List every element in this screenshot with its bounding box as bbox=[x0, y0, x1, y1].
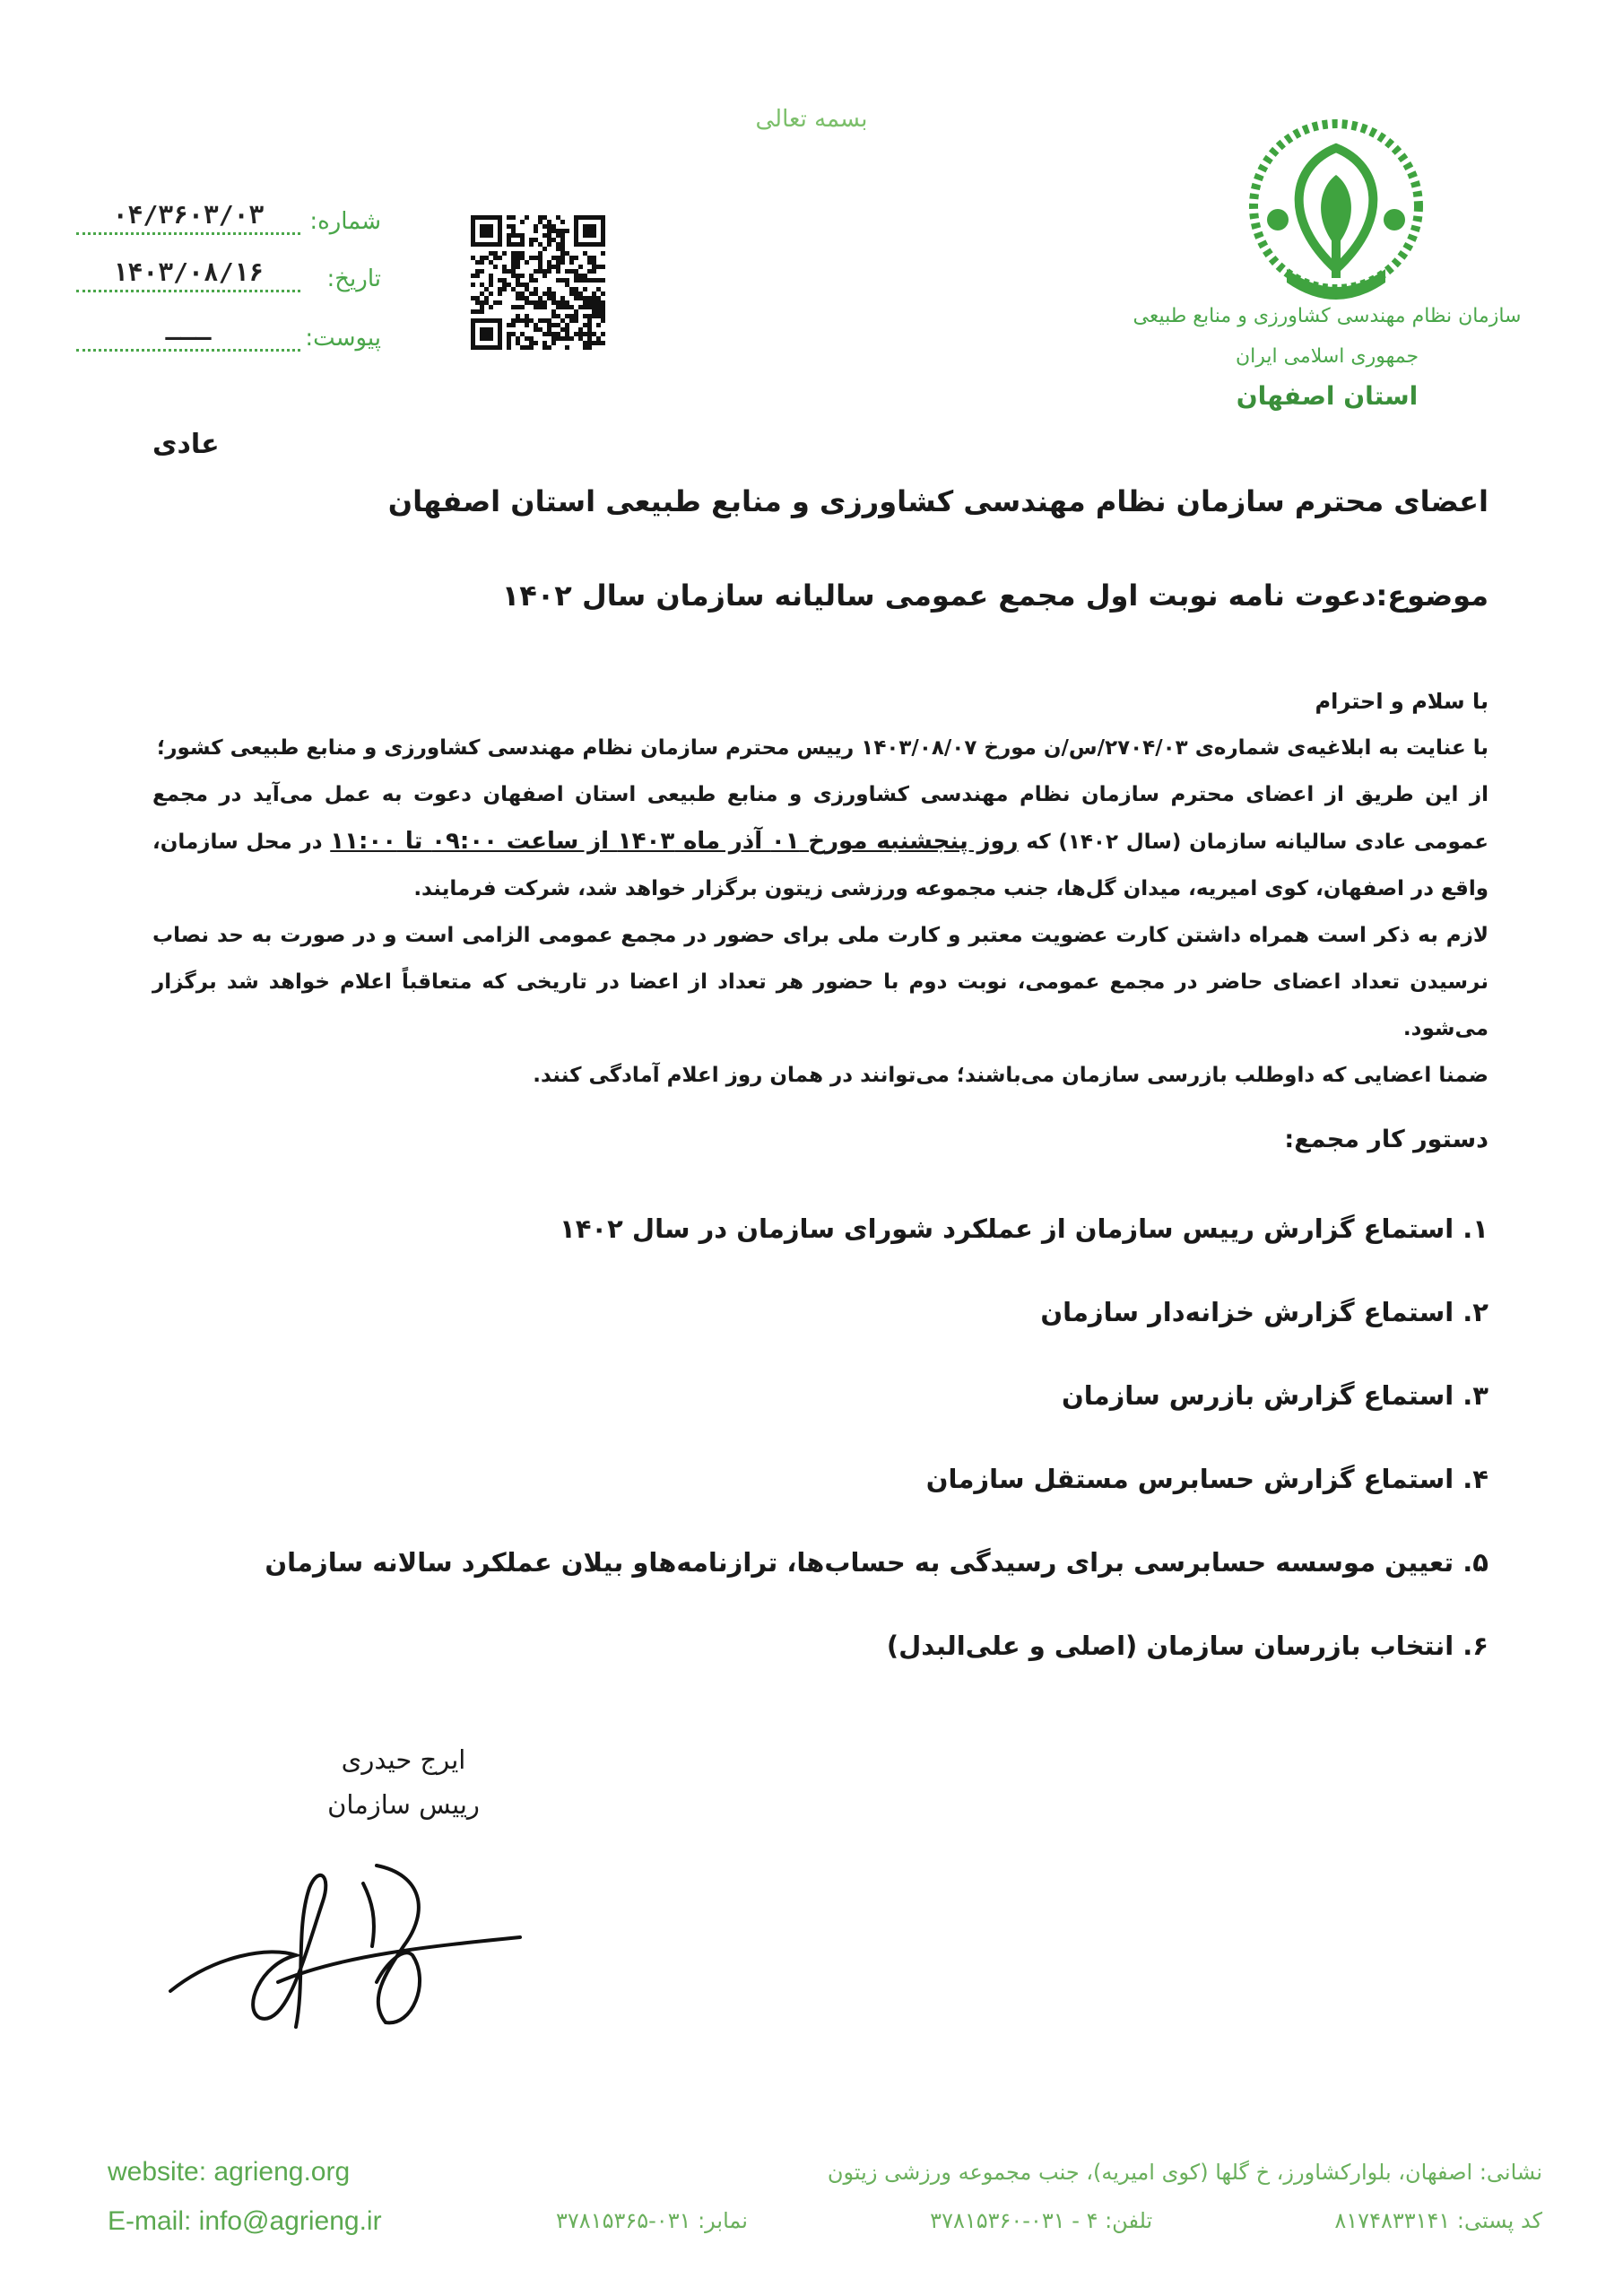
signer-title: رییس سازمان bbox=[327, 1789, 480, 1820]
agenda-item: ۲. استماع گزارش خزانه‌دار سازمان bbox=[1040, 1297, 1488, 1327]
organization-logo bbox=[1224, 112, 1448, 318]
org-name-line2: جمهوری اسلامی ایران bbox=[1235, 345, 1419, 368]
footer-postal-code: کد پستی: ۸۱۷۴۸۳۳۱۴۱ bbox=[1334, 2208, 1542, 2233]
agenda-item: ۳. استماع گزارش بازرس سازمان bbox=[1062, 1380, 1488, 1411]
letter-attachment-row bbox=[76, 312, 381, 352]
paragraph-2-start: از این طریق از اعضای محترم سازمان نظام مهندسی کشاورزی و منابع طبیعی استان اصفهان دعوت به عمل می‌آید در مجمع عمومی عادی سالیانه سازمان (سال ۱۴۰۲) که bbox=[152, 783, 1488, 854]
agenda-item: ۵. تعیین موسسه حسابرسی برای رسیدگی به حساب‌ها، ترازنامه‌هاو بیلان عملکرد سالانه سازمان bbox=[265, 1547, 1488, 1578]
bismillah-heading: بسمه تعالی bbox=[755, 106, 868, 133]
classification-label: عادی bbox=[152, 429, 220, 460]
letter-number-row bbox=[76, 196, 381, 235]
footer-contacts bbox=[556, 2208, 1542, 2233]
letter-attachment-label: پیوست: bbox=[305, 325, 381, 352]
footer-email: E-mail: info@agrieng.ir bbox=[108, 2206, 382, 2236]
greeting: با سلام و احترام bbox=[1315, 689, 1488, 714]
org-name-line1: سازمان نظام مهندسی کشاورزی و منابع طبیعی bbox=[1133, 305, 1522, 327]
agenda-item: ۱. استماع گزارش رییس سازمان از عملکرد شورای سازمان در سال ۱۴۰۲ bbox=[560, 1213, 1488, 1244]
agenda-item: ۴. استماع گزارش حسابرس مستقل سازمان bbox=[925, 1464, 1488, 1494]
meeting-date-time: روز پنجشنبه مورخ ۰۱ آذر ماه ۱۴۰۳ از ساعت ۰۹:۰۰ تا ۱۱:۰۰ bbox=[330, 828, 1019, 855]
letter-body bbox=[152, 678, 1488, 1099]
footer-fax: نمابر: ۰۳۱-۳۷۸۱۵۳۶۵ bbox=[556, 2208, 748, 2233]
letter-number-value: ۰۴/۳۶۰۳/۰۳ bbox=[76, 199, 300, 235]
footer-website: website: agrieng.org bbox=[108, 2157, 351, 2187]
signer-name: ایرج حیدری bbox=[341, 1744, 466, 1775]
letter-date-label: تاریخ: bbox=[326, 265, 381, 292]
handwritten-signature bbox=[161, 1848, 538, 2036]
agenda-list bbox=[161, 1206, 1488, 1707]
letter-date-row bbox=[76, 253, 381, 292]
body-paragraph-3: لازم به ذکر است همراه داشتن کارت عضویت معتبر و کارت ملی برای حضور در مجمع عمومی الزامی است و در صورت به حد نصاب نرسیدن تعداد اعضای حاضر در مجمع عمومی، نوبت دوم با حضور هر تعداد از اعضا در تاریخی که متعاقباً اعلام خواهد شد برگزار می‌شود. bbox=[152, 924, 1488, 1040]
paragraph-2-end: در محل سازمان، واقع در اصفهان، کوی امیریه، میدان گل‌ها، جنب مجموعه ورزشی زیتون برگزار خواهد شد، شرکت فرمایند. bbox=[152, 831, 1488, 900]
body-paragraph-4: ضمنا اعضایی که داوطلب بازرسی سازمان می‌باشند؛ می‌توانند در همان روز اعلام آمادگی کنند. bbox=[533, 1064, 1488, 1087]
body-paragraph-1: با عنایت به ابلاغیه‌ی شماره‌ی ۲۷۰۴/۰۳/س/ن مورخ ۱۴۰۳/۰۸/۰۷ رییس محترم سازمان نظام مهندسی کشاورزی و منابع طبیعی کشور؛ bbox=[157, 736, 1488, 760]
letter-date-value: ۱۴۰۳/۰۸/۱۶ bbox=[76, 257, 300, 292]
qr-code bbox=[471, 215, 605, 350]
org-name-province: استان اصفهان bbox=[1236, 381, 1419, 411]
agenda-item: ۶. انتخاب بازرسان سازمان (اصلی و علی‌البدل) bbox=[886, 1631, 1488, 1661]
subject-line: موضوع:دعوت نامه نوبت اول مجمع عمومی سالیانه سازمان سال ۱۴۰۲ bbox=[501, 578, 1488, 613]
agenda-title: دستور کار مجمع: bbox=[1284, 1126, 1488, 1153]
recipient-line: اعضای محترم سازمان نظام مهندسی کشاورزی و منابع طبیعی استان اصفهان bbox=[387, 484, 1488, 518]
footer-address: نشانی: اصفهان، بلوارکشاورز، خ گلها (کوی امیریه)، جنب مجموعه ورزشی زیتون bbox=[827, 2160, 1542, 2185]
letter-attachment-value: ـــ bbox=[76, 316, 300, 352]
body-paragraph-2 bbox=[152, 771, 1488, 912]
footer-phone: تلفن: ۴ - ۰۳۱-۳۷۸۱۵۳۶۰ bbox=[930, 2208, 1153, 2233]
letter-number-label: شماره: bbox=[309, 208, 381, 235]
